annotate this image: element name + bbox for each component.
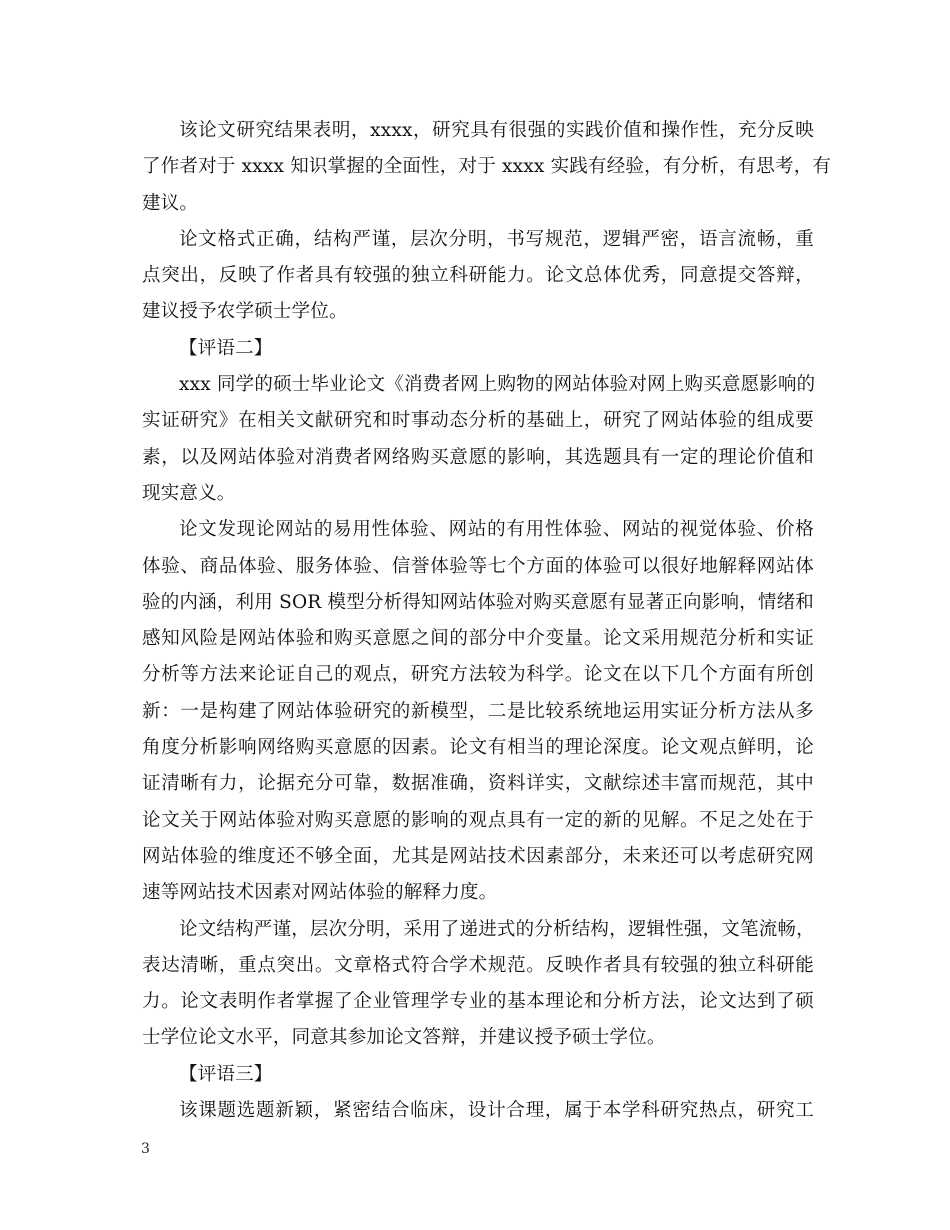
text-line: 论文格式正确，结构严谨，层次分明，书写规范，逻辑严密，语言流畅，重 — [179, 228, 814, 250]
text-line: 建议授予农学硕士学位。 — [142, 301, 348, 323]
section-heading: 【评语二】 — [179, 337, 273, 359]
text-line: 该课题选题新颖，紧密结合临床，设计合理，属于本学科研究热点，研究工 — [179, 1100, 814, 1122]
text-line: 论文结构严谨，层次分明，采用了递进式的分析结构，逻辑性强，文笔流畅， — [179, 918, 815, 940]
text-line: 证清晰有力，论据充分可靠，数据准确，资料详实，文献综述丰富而规范，其中 — [142, 773, 814, 795]
text-line: 速等网站技术因素对网站体验的解释力度。 — [142, 882, 498, 904]
text-line: 力。论文表明作者掌握了企业管理学专业的基本理论和分析方法，论文达到了硕 — [142, 991, 814, 1013]
text-line: 网站体验的维度还不够全面，尤其是网站技术因素部分，未来还可以考虑研究网 — [142, 845, 814, 867]
text-line: 素，以及网站体验对消费者网络购买意愿的影响，其选题具有一定的理论价值和 — [142, 446, 814, 468]
text-line: 点突出，反映了作者具有较强的独立科研能力。论文总体优秀，同意提交答辩， — [142, 265, 814, 287]
text-line: 验的内涵，利用 SOR 模型分析得知网站体验对购买意愿有显著正向影响，情绪和 — [142, 591, 814, 613]
text-line: 该论文研究结果表明，xxxx，研究具有很强的实践价值和操作性，充分反映 — [179, 120, 814, 141]
text-line: 新：一是构建了网站体验研究的新模型，二是比较系统地运用实证分析方法从多 — [142, 700, 814, 722]
paragraph-format-assessment — [142, 222, 814, 331]
document-body — [142, 113, 832, 1129]
paragraph-research-result — [142, 113, 832, 222]
section-heading: 【评语三】 — [179, 1063, 273, 1085]
text-line: 感知风险是网站体验和购买意愿之间的部分中介变量。论文采用规范分析和实证 — [142, 628, 814, 650]
text-line: 表达清晰，重点突出。文章格式符合学术规范。反映作者具有较强的独立科研能 — [142, 954, 814, 976]
paragraph-topic-evaluation — [142, 1093, 814, 1129]
text-line: 论文发现论网站的易用性体验、网站的有用性体验、网站的视觉体验、价格 — [179, 519, 814, 541]
text-line: 现实意义。 — [142, 482, 236, 504]
page-number: 3 — [141, 1141, 150, 1157]
text-line: 了作者对于 xxxx 知识掌握的全面性，对于 xxxx 实践有经验，有分析，有思考，有 — [142, 156, 832, 178]
text-line: 士学位论文水平，同意其参加论文答辩，并建议授予硕士学位。 — [142, 1027, 666, 1049]
text-line: 角度分析影响网络购买意愿的因素。论文有相当的理论深度。论文观点鲜明，论 — [142, 737, 814, 759]
text-line: 实证研究》在相关文献研究和时事动态分析的基础上，研究了网站体验的组成要 — [142, 410, 814, 432]
paragraph-thesis-topic — [142, 367, 814, 512]
section-heading-review-two — [142, 331, 814, 367]
text-line: xxx 同学的硕士毕业论文《消费者网上购物的网站体验对网上购买意愿影响的 — [179, 374, 816, 396]
text-line: 分析等方法来论证自己的观点，研究方法较为科学。论文在以下几个方面有所创 — [142, 664, 814, 686]
section-heading-review-three — [142, 1057, 814, 1093]
paragraph-structure-assessment — [142, 912, 814, 1057]
text-line: 建议。 — [142, 192, 199, 214]
text-line: 论文关于网站体验对购买意愿的影响的观点具有一定的新的见解。不足之处在于 — [142, 809, 814, 831]
paragraph-findings — [142, 512, 814, 911]
text-line: 体验、商品体验、服务体验、信誉体验等七个方面的体验可以很好地解释网站体 — [142, 555, 814, 577]
